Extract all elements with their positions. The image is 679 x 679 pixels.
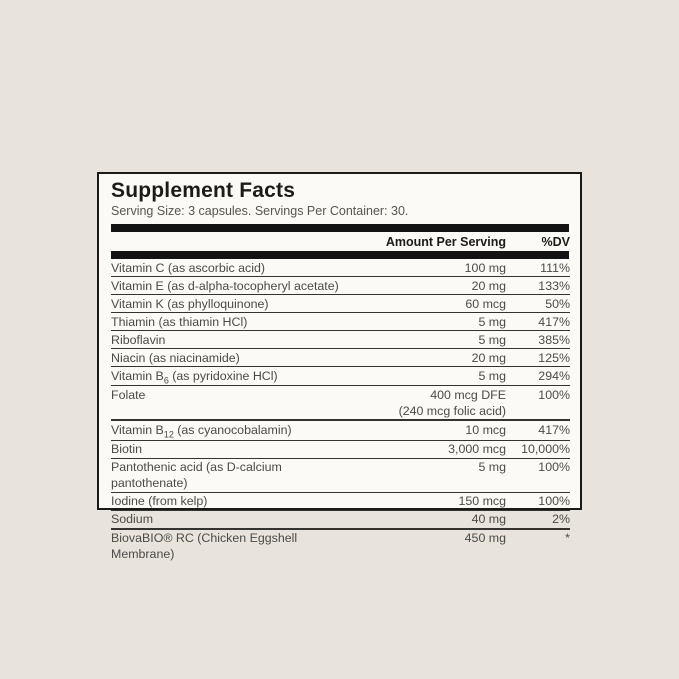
nutrient-name: Biotin [111, 442, 142, 457]
nutrient-dv: 100% [538, 494, 570, 509]
nutrient-amount: 400 mcg DFE (240 mcg folic acid) [398, 387, 506, 418]
nutrient-name: Riboflavin [111, 332, 166, 347]
nutrient-table [111, 259, 570, 563]
nutrient-amount: 20 mg [471, 350, 506, 365]
column-header-amount: Amount Per Serving [385, 234, 506, 249]
nutrient-amount: 10 mcg [465, 422, 506, 437]
nutrient-amount: 100 mg [464, 260, 506, 275]
nutrient-amount: 5 mg [478, 368, 506, 383]
nutrient-dv: * [565, 531, 570, 546]
nutrient-amount: 5 mg [478, 314, 506, 329]
nutrient-amount: 5 mg [478, 460, 506, 475]
nutrient-name: Vitamin C (as ascorbic acid) [111, 260, 266, 275]
nutrient-name: Vitamin K (as phylloquinone) [111, 296, 269, 311]
table-row [111, 440, 570, 458]
panel-title: Supplement Facts [111, 179, 296, 202]
nutrient-name: Vitamin $B_{12}$ (as cyanocobalamin) [111, 422, 292, 440]
nutrient-dv: 2% [552, 512, 570, 527]
nutrient-name: Iodine (from kelp) [111, 494, 208, 509]
divider-bar-top [111, 224, 569, 232]
nutrient-dv: 385% [538, 332, 570, 347]
column-header-dv: %DV [541, 234, 570, 249]
nutrient-dv: 50% [545, 296, 570, 311]
nutrient-amount: 150 mcg [458, 494, 506, 509]
nutrient-amount: 5 mg [478, 332, 506, 347]
nutrient-amount: 60 mcg [465, 296, 506, 311]
nutrient-name: Niacin (as niacinamide) [111, 350, 240, 365]
nutrient-dv: 100% [538, 387, 570, 402]
table-row [111, 259, 570, 276]
table-row [111, 312, 570, 330]
nutrient-name: Pantothenic acid (as D-calcium pantothenate) [111, 460, 282, 491]
nutrient-name: Thiamin (as thiamin HCl) [111, 314, 248, 329]
table-row [111, 385, 570, 419]
nutrient-amount: 40 mg [471, 512, 506, 527]
table-row [111, 419, 570, 439]
divider-bar-header [111, 251, 569, 259]
column-header-row [111, 232, 570, 251]
nutrient-dv: 100% [538, 460, 570, 475]
nutrient-amount: 3,000 mcg [448, 442, 506, 457]
nutrient-dv: 417% [538, 314, 570, 329]
nutrient-name: Vitamin E (as d-alpha-tocopheryl acetate) [111, 278, 339, 293]
nutrient-dv: 10,000% [521, 442, 570, 457]
table-row [111, 492, 570, 510]
table-row [111, 366, 570, 385]
table-row [111, 510, 570, 528]
supplement-facts-panel [97, 172, 582, 562]
table-row [111, 294, 570, 312]
nutrient-amount: 450 mg [464, 531, 506, 546]
nutrient-name: Vitamin $B_6$ (as pyridoxine HCl) [111, 368, 278, 385]
table-row [111, 528, 570, 563]
table-row [111, 458, 570, 492]
nutrient-amount: 20 mg [471, 278, 506, 293]
nutrient-dv: 133% [538, 278, 570, 293]
nutrient-name: Sodium [111, 512, 154, 527]
table-row [111, 276, 570, 294]
serving-info: Serving Size: 3 capsules. Servings Per Container: 30. [111, 204, 409, 218]
nutrient-dv: 417% [538, 422, 570, 437]
table-row [111, 348, 570, 366]
nutrient-dv: 125% [538, 350, 570, 365]
nutrient-name: BiovaBIO® RC (Chicken Eggshell Membrane) [111, 531, 298, 562]
nutrient-dv: 111% [540, 260, 570, 275]
nutrient-dv: 294% [538, 368, 570, 383]
nutrient-name: Folate [111, 387, 146, 402]
table-row [111, 330, 570, 348]
